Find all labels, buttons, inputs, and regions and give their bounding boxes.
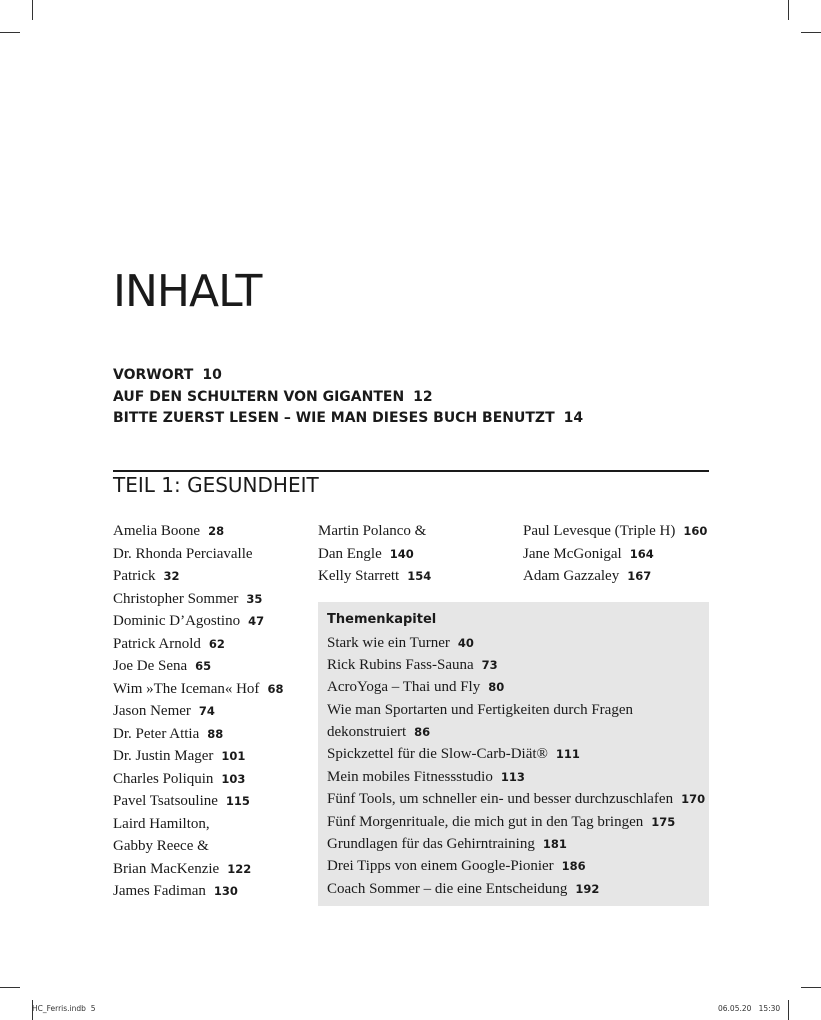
footer-time: 15:30	[758, 1004, 781, 1013]
toc-entry-label: Jason Nemer	[113, 703, 191, 719]
toc-entry-label: Stark wie ein Turner	[327, 634, 450, 651]
footer-file: HC_Ferris.indb	[32, 1004, 86, 1013]
toc-entry-page: 170	[681, 792, 706, 807]
toc-entry-page: 175	[651, 814, 676, 829]
toc-entry-page: 88	[207, 726, 224, 741]
toc-entry[interactable]	[327, 811, 700, 833]
toc-entry-label: Dr. Peter Attia	[113, 725, 200, 742]
toc-entry-page: 35	[246, 591, 263, 606]
front-matter-label: BITTE ZUERST LESEN – WIE MAN DIESES BUCH BENUTZT	[113, 410, 555, 426]
toc-entry[interactable]	[113, 858, 313, 881]
toc-entry-label: Drei Tipps von einem Google-Pionier	[327, 858, 554, 875]
part-title: TEIL 1: GESUNDHEIT	[113, 473, 319, 497]
themen-heading: Themenkapitel	[327, 612, 437, 627]
toc-entry[interactable]	[113, 633, 313, 656]
toc-entry-label: James Fadiman	[113, 883, 206, 899]
toc-entry[interactable]	[113, 880, 313, 903]
toc-entry-page: 32	[163, 569, 180, 583]
toc-entry-page: 65	[195, 659, 212, 673]
toc-entry-page: 86	[414, 725, 431, 740]
toc-entry[interactable]	[113, 520, 313, 543]
toc-entry-label: Dr. Rhonda Perciavalle	[113, 545, 253, 562]
toc-entry-page: 115	[225, 794, 250, 808]
toc-column-2	[318, 520, 518, 588]
front-matter-list	[113, 365, 583, 430]
toc-entry-label: Brian MacKenzie	[113, 860, 220, 877]
toc-entry-label: Laird Hamilton,	[113, 815, 210, 832]
toc-entry-page: 28	[208, 524, 225, 538]
toc-entry[interactable]	[113, 700, 313, 723]
toc-entry-label: Kelly Starrett	[318, 568, 400, 584]
toc-entry-page: 154	[407, 569, 432, 583]
front-matter-item[interactable]	[113, 408, 583, 430]
footer-sheet: 5	[90, 1004, 96, 1013]
toc-entry[interactable]	[113, 543, 313, 566]
toc-entry-page: 111	[555, 747, 580, 762]
crop-mark-top-left-h	[0, 32, 20, 33]
front-matter-label: AUF DEN SCHULTERN VON GIGANTEN	[113, 388, 405, 405]
toc-entry[interactable]	[327, 654, 700, 676]
footer-timestamp	[718, 1004, 780, 1013]
toc-entry-label: Mein mobiles Fitnessstudio	[327, 768, 493, 785]
toc-entry-page: 47	[248, 614, 265, 628]
toc-entry[interactable]	[327, 632, 700, 654]
toc-entry[interactable]	[327, 766, 700, 788]
toc-entry-label: Wim »The Iceman« Hof	[113, 680, 260, 697]
toc-entry[interactable]	[327, 833, 700, 855]
toc-entry[interactable]	[327, 743, 700, 765]
crop-mark-bottom-left-h	[0, 987, 20, 988]
toc-entry-label: Gabby Reece &	[113, 838, 209, 854]
toc-entry-label: Dan Engle	[318, 545, 382, 562]
toc-entry[interactable]	[327, 676, 700, 698]
toc-entry[interactable]	[113, 588, 313, 611]
toc-entry[interactable]	[113, 678, 313, 701]
crop-mark-bottom-right	[788, 1000, 789, 1020]
front-matter-item[interactable]	[113, 365, 583, 387]
toc-entry-label: Coach Sommer – die eine Entscheidung	[327, 880, 568, 897]
front-matter-page: 12	[413, 388, 433, 405]
toc-entry-page: 68	[267, 681, 284, 696]
toc-entry[interactable]	[113, 610, 313, 633]
toc-entry[interactable]	[523, 565, 723, 588]
front-matter-label: VORWORT	[113, 367, 194, 383]
toc-entry-label: Joe De Sena	[113, 658, 188, 674]
toc-entry-page: 122	[227, 861, 252, 876]
toc-entry-label: Spickzettel für die Slow-Carb-Diät®	[327, 746, 548, 763]
front-matter-item[interactable]	[113, 387, 583, 409]
toc-entry-page: 73	[481, 657, 498, 672]
toc-entry-label: Adam Gazzaley	[523, 568, 620, 584]
toc-entry-label: Amelia Boone	[113, 523, 201, 539]
toc-entry-label: Dr. Justin Mager	[113, 748, 214, 764]
toc-entry-label: Paul Levesque (Triple H)	[523, 523, 676, 539]
toc-entry[interactable]	[327, 788, 706, 810]
toc-entry-label: Jane McGonigal	[523, 545, 622, 562]
toc-entry[interactable]	[113, 835, 313, 858]
toc-entry-label: Martin Polanco &	[318, 523, 427, 539]
toc-entry-page: 113	[500, 769, 525, 784]
toc-entry-label: Pavel Tsatsouline	[113, 793, 218, 809]
toc-entry[interactable]	[327, 699, 700, 744]
themen-list	[327, 632, 706, 901]
toc-entry-label: Wie man Sportarten und Fertigkeiten durch Fragen dekonstruiert	[327, 701, 633, 741]
toc-entry-page: 130	[213, 884, 238, 898]
toc-entry[interactable]	[327, 878, 700, 900]
toc-entry[interactable]	[523, 520, 723, 543]
toc-entry[interactable]	[327, 855, 700, 877]
toc-entry[interactable]	[113, 768, 313, 791]
toc-entry-page: 140	[389, 546, 414, 561]
toc-entry-label: Fünf Tools, um schneller ein- und besser durchzuschlafen	[327, 791, 674, 808]
toc-entry-page: 62	[208, 636, 225, 651]
crop-mark-bottom-right-h	[801, 987, 821, 988]
toc-entry-page: 167	[627, 569, 652, 583]
crop-mark-top-right	[788, 0, 789, 20]
front-matter-page: 10	[202, 367, 222, 383]
footer-file-info	[32, 1004, 95, 1013]
toc-entry-label: AcroYoga – Thai und Fly	[327, 679, 481, 696]
toc-entry[interactable]	[318, 543, 518, 566]
toc-entry-page: 80	[488, 680, 505, 695]
toc-entry-page: 192	[575, 881, 600, 896]
toc-entry-label: Rick Rubins Fass-Sauna	[327, 656, 474, 673]
toc-entry-page: 74	[198, 704, 215, 718]
toc-entry-label: Fünf Morgenrituale, die mich gut in den Tag bringen	[327, 813, 644, 830]
toc-entry-label: Dominic D’Agostino	[113, 613, 241, 629]
page-title: INHALT	[113, 266, 262, 317]
front-matter-page: 14	[563, 410, 584, 426]
crop-mark-top-right-h	[801, 32, 821, 33]
toc-entry-label: Christopher Sommer	[113, 590, 239, 607]
toc-entry-page: 101	[221, 749, 246, 763]
toc-entry[interactable]	[113, 790, 313, 813]
toc-entry[interactable]	[113, 745, 313, 768]
toc-entry[interactable]	[113, 723, 313, 746]
toc-entry-label: Charles Poliquin	[113, 770, 214, 787]
toc-entry-label: Grundlagen für das Gehirntraining	[327, 836, 535, 853]
toc-entry[interactable]	[113, 655, 313, 678]
toc-column-1	[113, 520, 313, 903]
toc-entry-label: Patrick Arnold	[113, 635, 201, 652]
toc-entry-page: 103	[221, 771, 246, 786]
crop-mark-top-left	[32, 0, 33, 20]
toc-entry-page: 186	[561, 859, 586, 874]
toc-entry[interactable]	[318, 520, 518, 543]
toc-entry-page: 160	[683, 524, 708, 538]
toc-entry-page: 181	[542, 837, 567, 852]
footer-date: 06.05.20	[718, 1004, 752, 1013]
themen-box	[318, 602, 709, 906]
toc-entry-page: 40	[457, 635, 474, 650]
toc-entry-page: 164	[629, 546, 654, 561]
toc-entry[interactable]	[113, 565, 313, 588]
toc-entry[interactable]	[113, 813, 313, 836]
toc-entry-label: Patrick	[113, 568, 156, 584]
toc-column-3	[523, 520, 723, 588]
toc-entry[interactable]	[318, 565, 518, 588]
toc-entry[interactable]	[523, 543, 723, 566]
